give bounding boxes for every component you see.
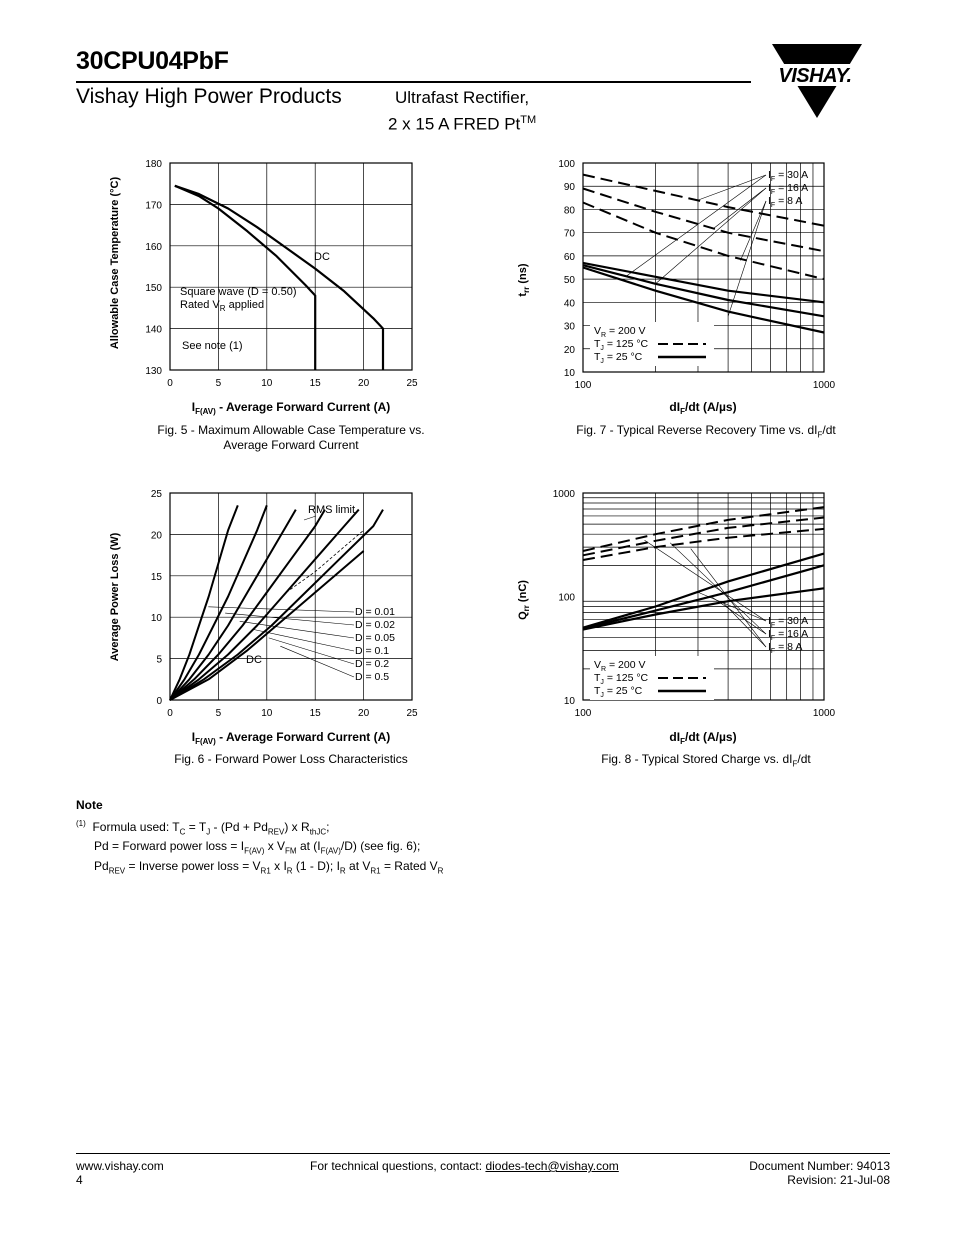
if-label: $I_F = 8$ A — [768, 195, 803, 209]
fig5-ylabel: Allowable Case Temperature (°C) — [109, 176, 121, 350]
footer-left — [76, 1159, 164, 1187]
duty-label: D = 0.1 — [355, 645, 390, 657]
x-tick-label: 5 — [215, 708, 222, 719]
rms-leader-line — [304, 516, 316, 520]
duty-label: D = 0.02 — [355, 619, 395, 631]
x-tick-label: 25 — [406, 378, 418, 389]
note-line3: $Pd_{REV}$ = Inverse power loss = $V_{R1}$ x $I_R$ (1 - D); $I_R$ at $V_{R1}$ = Rated $V_R$ — [94, 858, 444, 876]
duty-leader-line — [208, 607, 354, 612]
note-title: Note — [76, 798, 103, 812]
y-tick-label: 150 — [145, 283, 162, 295]
if-leader-line — [625, 175, 766, 277]
fig7-chart — [506, 150, 846, 420]
duty-label: D = 0.01 — [355, 606, 395, 618]
x-tick-label: 20 — [358, 708, 370, 719]
y-tick-label: 30 — [563, 321, 575, 333]
x-tick-label: 5 — [215, 378, 222, 389]
if-label: $I_F = 30$ A — [768, 615, 809, 629]
duty-leader-line — [280, 646, 354, 677]
y-tick-label: 90 — [563, 182, 575, 194]
duty-leader-line — [240, 621, 354, 638]
if-label: $I_F = 16$ A — [768, 182, 809, 196]
legend-entry: $V_R = 200$ V — [594, 659, 646, 673]
subtitle-line1: Ultrafast Rectifier, — [395, 88, 530, 107]
fig7-xlabel: $dI_F/dt$ (A/µs) — [669, 400, 737, 416]
if-leader-line — [728, 201, 766, 316]
fig7-ylabel: $t_{rr}$ (ns) — [517, 263, 531, 297]
plot-frame — [170, 163, 412, 370]
x-tick-label: 1000 — [812, 708, 836, 719]
x-tick-label: 1000 — [812, 380, 836, 391]
y-tick-label: 1000 — [552, 489, 575, 500]
y-tick-label: 20 — [150, 530, 162, 542]
brand-name: Vishay High Power Products — [76, 85, 342, 108]
y-tick-label: 5 — [156, 654, 162, 666]
y-tick-label: 20 — [563, 344, 575, 356]
y-tick-label: 50 — [563, 275, 575, 287]
duty-leader-line — [254, 630, 354, 651]
x-tick-label: 0 — [167, 708, 173, 719]
duty-label: D = 0.05 — [355, 632, 395, 644]
fig5-caption: Fig. 5 - Maximum Allowable Case Temperature vs. Average Forward Current — [157, 423, 425, 452]
legend-entry: $T_J = 25$ °C — [594, 351, 643, 365]
footer-page-number: 4 — [76, 1173, 83, 1187]
x-tick-label: 25 — [406, 708, 418, 719]
fig5-note-label: See note (1) — [182, 340, 243, 352]
note-block — [76, 798, 443, 878]
fig5-xlabel: $I_{F(AV)}$ - Average Forward Current (A) — [191, 400, 391, 416]
note-line1: $^{(1)}$ Formula used: $T_C = T_J - (Pd + Pd_{REV})$ x $R_{thJC}$; — [76, 819, 330, 837]
series-line — [170, 510, 359, 700]
y-tick-label: 60 — [563, 251, 575, 263]
y-tick-label: 170 — [145, 200, 162, 212]
fig6-ylabel: Average Power Loss (W) — [109, 532, 121, 662]
footer-website[interactable]: www.vishay.com — [76, 1159, 164, 1173]
y-tick-label: 180 — [145, 159, 162, 170]
fig8-caption: Fig. 8 - Typical Stored Charge vs. $dI_F/dt$ — [601, 752, 811, 769]
y-tick-label: 25 — [150, 489, 162, 500]
x-tick-label: 15 — [309, 378, 321, 389]
fig6-chart — [96, 480, 436, 750]
if-leader-line — [698, 175, 766, 200]
series-line — [583, 203, 824, 280]
fig7-caption: Fig. 7 - Typical Reverse Recovery Time vs. $dI_F/dt$ — [576, 423, 836, 440]
fig6-dc-label: DC — [246, 654, 262, 666]
y-tick-label: 40 — [563, 298, 575, 310]
x-tick-label: 100 — [574, 380, 592, 391]
y-tick-label: 70 — [563, 228, 575, 240]
y-tick-label: 10 — [563, 696, 575, 707]
series-line — [583, 265, 824, 316]
series-line — [583, 263, 824, 302]
series-line — [583, 507, 824, 551]
y-tick-label: 130 — [145, 366, 162, 377]
footer-right — [749, 1159, 890, 1187]
x-tick-label: 0 — [167, 378, 173, 389]
y-tick-label: 10 — [150, 613, 162, 625]
legend-entry: $V_R = 200$ V — [594, 325, 646, 339]
fig5-dc-label: DC — [314, 251, 330, 263]
legend-entry: $T_J = 125$ °C — [594, 672, 649, 686]
y-tick-label: 140 — [145, 324, 162, 336]
x-tick-label: 100 — [574, 708, 592, 719]
fig6-caption: Fig. 6 - Forward Power Loss Characteristics — [174, 752, 408, 766]
footer-contact: For technical questions, contact: diodes-tech@vishay.com — [310, 1159, 619, 1173]
header-rule — [76, 81, 751, 83]
fig5-square-wave-label: Square wave (D = 0.50) — [180, 286, 297, 298]
y-tick-label: 80 — [563, 205, 575, 217]
if-label: $I_F = 16$ A — [768, 628, 809, 642]
fig8-chart — [506, 480, 846, 750]
fig5-chart — [96, 150, 436, 420]
x-tick-label: 15 — [309, 708, 321, 719]
part-number: 30CPU04PbF — [76, 47, 229, 75]
y-tick-label: 0 — [156, 696, 162, 707]
logo-text: VISHAY. — [778, 65, 852, 87]
series-line — [583, 529, 824, 560]
if-leader-line — [723, 602, 766, 647]
x-tick-label: 10 — [261, 378, 273, 389]
duty-label: D = 0.5 — [355, 671, 390, 683]
footer-revision: Revision: 21-Jul-08 — [787, 1173, 890, 1187]
x-tick-label: 10 — [261, 708, 273, 719]
subtitle-line2: 2 x 15 A FRED Pt™ — [388, 114, 537, 134]
y-tick-label: 160 — [145, 241, 162, 253]
fig6-xlabel: $I_{F(AV)}$ - Average Forward Current (A) — [191, 730, 391, 746]
y-tick-label: 15 — [150, 571, 162, 583]
if-label: $I_F = 30$ A — [768, 169, 809, 183]
footer-email-link[interactable]: diodes-tech@vishay.com — [485, 1159, 619, 1173]
series-line — [583, 518, 824, 556]
footer-rule — [76, 1153, 890, 1154]
note-line2: Pd = Forward power loss = $I_{F(AV)}$ x $V_{FM}$ at $(I_{F(AV)}/D)$ (see fig. 6); — [94, 839, 421, 856]
y-tick-label: 100 — [558, 592, 575, 604]
fig5-rated-label: Rated $V_R$ applied — [180, 299, 265, 313]
vishay-logo — [769, 44, 865, 120]
legend-entry: $T_J = 125$ °C — [594, 338, 649, 352]
footer-doc-number: Document Number: 94013 — [749, 1159, 890, 1173]
product-subtitle — [388, 86, 536, 136]
y-tick-label: 10 — [563, 368, 575, 379]
fig8-xlabel: $dI_F/dt$ (A/µs) — [669, 730, 737, 746]
fig8-ylabel: $Q_{rr}$ (nC) — [517, 580, 531, 620]
if-label: $I_F = 8$ A — [768, 641, 803, 655]
duty-label: D = 0.2 — [355, 658, 390, 670]
y-tick-label: 100 — [558, 159, 575, 170]
legend-entry: $T_J = 25$ °C — [594, 685, 643, 699]
fig6-rms-label: RMS limit — [308, 504, 356, 516]
x-tick-label: 20 — [358, 378, 370, 389]
